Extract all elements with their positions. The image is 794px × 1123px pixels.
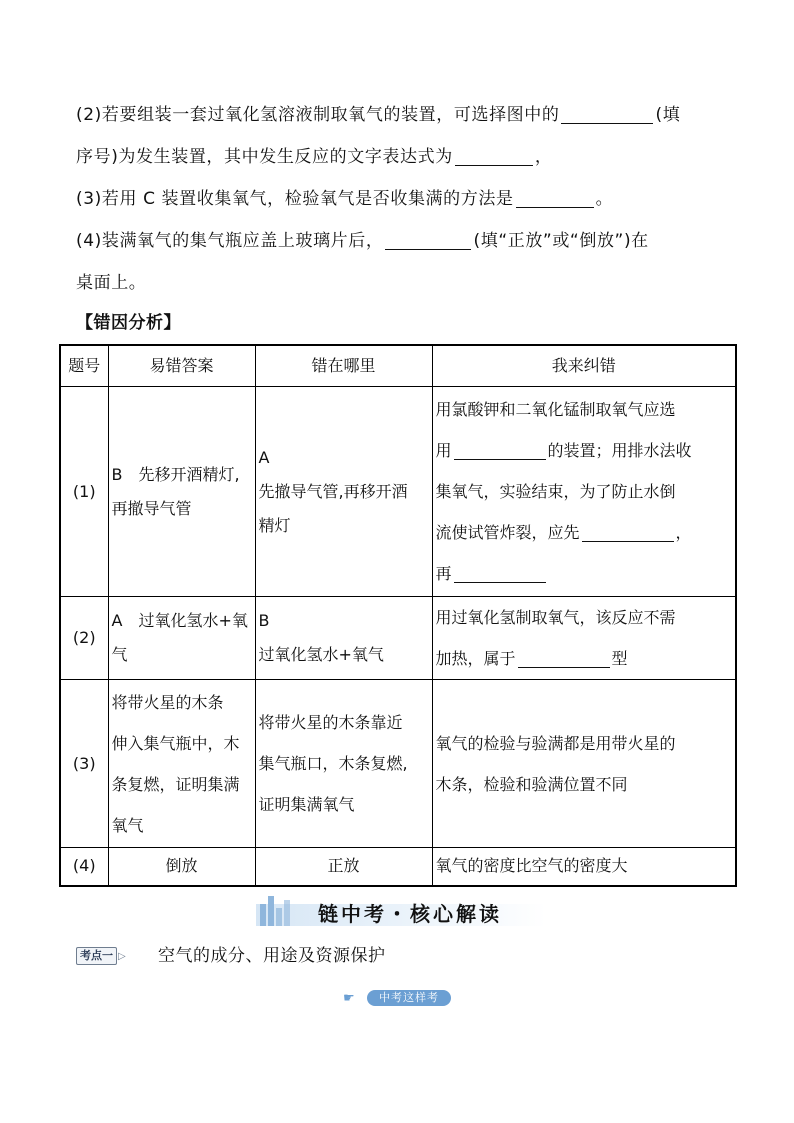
error-location-cell: B 过氧化氢水+氧气 [255, 597, 432, 680]
building-icon [260, 904, 266, 926]
table-row [60, 848, 736, 886]
answer-blank[interactable] [561, 101, 653, 124]
banner-title: 链中考・核心解读 [318, 902, 502, 926]
question-4-line-1: (4)装满氧气的集气瓶应盖上玻璃片后， (填“正放”或“倒放”)在 [76, 220, 724, 262]
answer-blank[interactable] [582, 519, 674, 542]
wrong-answer-cell: 将带火星的木条 伸入集气瓶中，木 条复燃，证明集满 氧气 [108, 680, 255, 848]
wrong-answer-cell: 倒放 [108, 848, 255, 886]
kaodian-tag: 考点一 [76, 947, 117, 965]
answer-blank[interactable] [455, 143, 533, 166]
header-cell: 错在哪里 [255, 345, 432, 387]
building-icon [284, 900, 290, 926]
row-number: (1) [60, 387, 108, 597]
kaodian-heading [76, 944, 386, 966]
error-location-cell: A 先撤导气管,再移开酒 精灯 [255, 387, 432, 597]
hand-point-icon: ☛ [343, 991, 355, 1006]
kaodian-topic: 空气的成分、用途及资源保护 [158, 946, 386, 966]
header-cell: 我来纠错 [432, 345, 736, 387]
answer-blank[interactable] [454, 437, 546, 460]
table-header-row [60, 345, 736, 387]
header-cell: 易错答案 [108, 345, 255, 387]
question-4-line-2: 桌面上。 [76, 273, 147, 293]
correction-cell: 氧气的检验与验满都是用带火星的 木条，检验和验满位置不同 [432, 680, 736, 848]
correction-cell: 氧气的密度比空气的密度大 [432, 848, 736, 886]
answer-blank[interactable] [454, 560, 546, 583]
error-location-cell: 将带火星的木条靠近 集气瓶口，木条复燃, 证明集满氧气 [255, 680, 432, 848]
wrong-answer-cell: B 先移开酒精灯, 再撤导气管 [108, 387, 255, 597]
table-row [60, 680, 736, 848]
question-2-line-1: (2)若要组装一套过氧化氢溶液制取氧气的装置，可选择图中的 (填 [76, 94, 724, 136]
table-row [60, 387, 736, 597]
row-number: (4) [60, 848, 108, 886]
answer-blank[interactable] [518, 645, 610, 668]
badge-pill: 中考这样考 [367, 990, 451, 1006]
answer-blank[interactable] [516, 185, 594, 208]
chapter-banner [256, 896, 546, 932]
building-icon [276, 908, 282, 926]
section-label: 【错因分析】 [76, 313, 181, 333]
building-icon [268, 896, 274, 926]
correction-cell: 用过氧化氢制取氧气，该反应不需 加热，属于 型 [432, 597, 736, 680]
question-2-line-2: 序号)为发生装置，其中发生反应的文字表达式为 ， [76, 136, 724, 178]
correction-cell: 用氯酸钾和二氧化锰制取氧气应选 用 的装置；用排水法收 集氧气，实验结束，为了防止水倒 流使试管炸裂，应先 ， 再 [432, 387, 736, 597]
triangle-right-icon: ▷ [118, 951, 126, 962]
question-3: (3)若用 C 装置收集氧气，检验氧气是否收集满的方法是 。 [76, 178, 724, 220]
error-analysis-table [59, 344, 737, 887]
wrong-answer-cell: A 过氧化氢水+氧 气 [108, 597, 255, 680]
error-location-cell: 正放 [255, 848, 432, 886]
header-cell: 题号 [60, 345, 108, 387]
row-number: (3) [60, 680, 108, 848]
row-number: (2) [60, 597, 108, 680]
table-row [60, 597, 736, 680]
answer-blank[interactable] [385, 227, 471, 250]
